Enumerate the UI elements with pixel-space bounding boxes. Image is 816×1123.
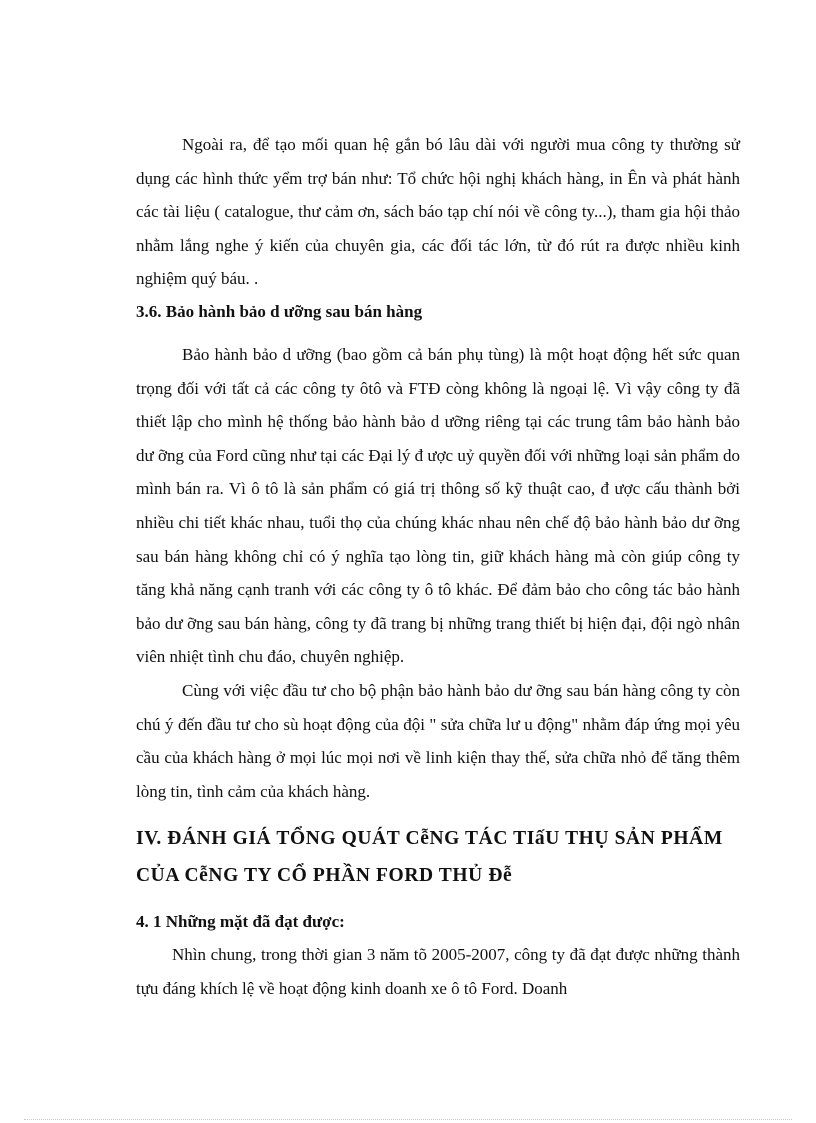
chapter-heading-iv: IV. ĐÁNH GIÁ TỔNG QUÁT CễNG TÁC TIấU THỤ SẢN PHẨM CỦA CễNG TY CỔ PHẦN FORD THỦ Đễ [136,828,723,887]
paragraph-warranty: Bảo hành bảo d ưỡng (bao gồm cả bán phụ tùng) là một hoạt động hết sức quan trọng đối với tất cả các công ty ôtô và FTĐ còng không là ngoại lệ. Vì vậy công ty đã thiết lập cho mình hệ thống bảo hành bảo d ưỡng riêng tại các trung tâm bảo hành bảo dư ỡng của Ford cũng như tại các Đại lý đ ược uỷ quyền đối với những loại sản phẩm do mình bán ra. Vì ô tô là sản phẩm có giá trị thông số kỹ thuật cao, đ ược cấu thành bởi nhiều chi tiết khác nhau, tuổi thọ của chúng khác nhau nên chế độ bảo hành bảo dư ỡng sau bán hàng không chỉ có ý nghĩa tạo lòng tin, giữ khách hàng mà còn giúp công ty tăng khả năng cạnh tranh với các công ty ô tô khác. Để đảm bảo cho công tác bảo hành bảo dư ỡng sau bán hàng, công ty đã trang bị những trang thiết bị hiện đại, đội ngò nhân viên nhiệt tình chu đáo, chuyên nghiệp. [136,344,740,667]
section-heading-3-6: 3.6. Bảo hành bảo d ưỡng sau bán hàng [136,301,423,321]
page-content [136,128,740,1005]
paragraph-achievements: Nhìn chung, trong thời gian 3 năm tõ 2005-2007, công ty đã đạt được những thành tựu đáng khích lệ về hoạt động kinh doanh xe ô tô Ford. Doanh [136,945,740,998]
page-bottom-divider [24,1119,792,1120]
paragraph-support-activities: Ngoài ra, để tạo mối quan hệ gắn bó lâu dài với người mua công ty thường sử dụng các hình thức yểm trợ bán như: Tổ chức hội nghị khách hàng, in Ên và phát hành các tài liệu ( catalogue, thư cảm ơn, sách báo tạp chí nói về công ty...), tham gia hội thảo nhằm lắng nghe ý kiến của chuyên gia, các đối tác lớn, từ đó rút ra được nhiều kinh nghiệm quý báu. . [136,135,740,289]
paragraph-mobile-repair: Cùng với việc đầu tư cho bộ phận bảo hành bảo dư ỡng sau bán hàng công ty còn chú ý đến đầu tư cho sù hoạt động của đội " sửa chữa lư u động" nhằm đáp ứng mọi yêu cầu của khách hàng ở mọi lúc mọi nơi về linh kiện thay thế, sửa chữa nhỏ để tăng thêm lòng tin, tình cảm của khách hàng. [136,680,740,801]
section-heading-4-1: 4. 1 Những mặt đã đạt được: [136,912,345,932]
